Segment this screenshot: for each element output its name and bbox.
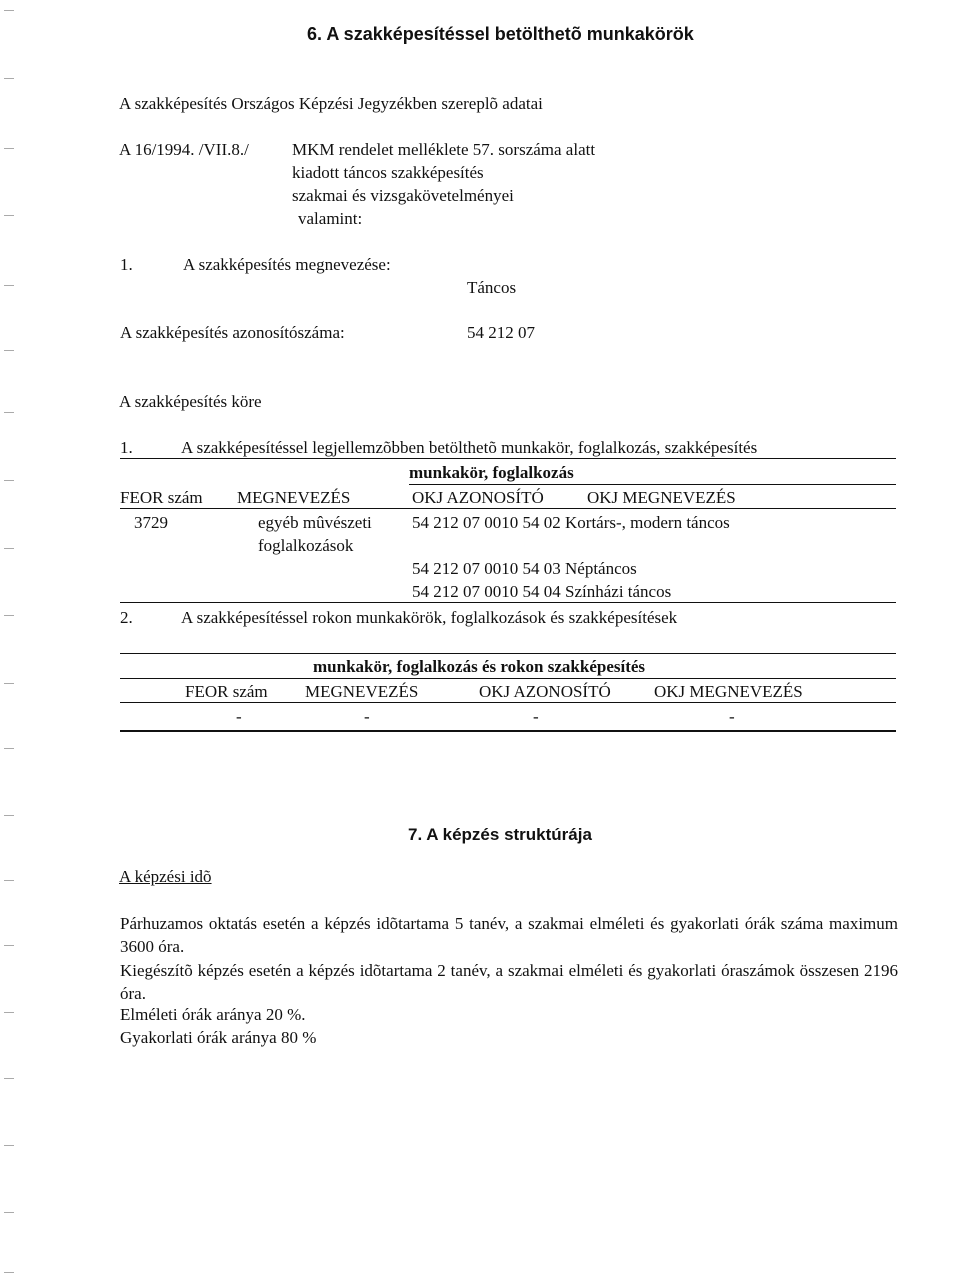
table-1-rule-bottom — [120, 602, 896, 603]
decree-line-4: valamint: — [298, 209, 363, 228]
scope-heading: A szakképesítés köre — [119, 392, 262, 411]
table-2-empty-cell: - — [236, 707, 242, 726]
section-7-heading: 7. A képzés struktúrája — [408, 825, 592, 844]
table-1-row: 54 212 07 0010 54 02 Kortárs-, modern táncos — [412, 513, 730, 532]
decree-line-3: szakmai és vizsgakövetelményei — [292, 186, 514, 205]
table-1-header-okj-name: OKJ MEGNEVEZÉS — [587, 488, 736, 507]
table-1-header-feor: FEOR szám — [120, 488, 203, 507]
decree-reference: A 16/1994. /VII.8./ — [119, 140, 249, 159]
qualification-name-value: Táncos — [467, 278, 517, 297]
section-6-heading: 6. A szakképesítéssel betölthetõ munkakörök — [307, 24, 694, 44]
training-time-paragraph-1: Párhuzamos oktatás esetén a képzés idõtartama 5 tanév, a szakmai elméleti és gyakorlati órák száma maximum 3600 óra. — [120, 914, 898, 956]
table-1-occupation-line-1: egyéb mûvészeti — [258, 513, 372, 532]
table-2-rule-top — [120, 653, 896, 654]
table-2-title: munkakör, foglalkozás és rokon szakképesítés — [313, 657, 646, 676]
table-2-rule-header — [120, 702, 896, 703]
intro-line: A szakképesítés Országos Képzési Jegyzékben szereplõ adatai — [119, 94, 543, 113]
table-1-title: munkakör, foglalkozás — [409, 463, 574, 482]
table-1-row: 54 212 07 0010 54 03 Néptáncos — [412, 559, 637, 578]
table-2-header-feor: FEOR szám — [185, 682, 268, 701]
table-1-rule-header — [120, 508, 896, 509]
table-1-occupation-line-2: foglalkozások — [258, 536, 354, 555]
table-2-empty-cell: - — [364, 707, 370, 726]
table-2-rule-title — [120, 678, 896, 679]
table-2-rule-bottom — [120, 730, 896, 732]
section-1-title: A szakképesítéssel legjellemzõbben betölthetõ munkakör, foglalkozás, szakképesítés — [181, 438, 758, 457]
decree-line-2: kiadott táncos szakképesítés — [292, 163, 484, 182]
table-1-header-okj-id: OKJ AZONOSÍTÓ — [412, 488, 544, 507]
table-1-rule-top — [120, 458, 896, 459]
table-1-feor-value: 3729 — [134, 513, 168, 532]
section-1-number: 1. — [120, 438, 133, 457]
table-2-header-megnevezes: MEGNEVEZÉS — [305, 682, 419, 701]
qualification-id-value: 54 212 07 — [467, 323, 535, 342]
table-2-empty-cell: - — [533, 707, 539, 726]
training-time-label: A képzési idõ — [119, 867, 212, 886]
section-2-number: 2. — [120, 608, 133, 627]
section-2-title: A szakképesítéssel rokon munkakörök, foglalkozások és szakképesítések — [181, 608, 678, 627]
table-1-rule-title — [409, 484, 896, 485]
qualification-id-label: A szakképesítés azonosítószáma: — [120, 323, 345, 342]
table-2-header-okj-name: OKJ MEGNEVEZÉS — [654, 682, 803, 701]
theory-ratio: Elméleti órák aránya 20 %. — [120, 1005, 306, 1024]
table-2-header-okj-id: OKJ AZONOSÍTÓ — [479, 682, 611, 701]
practice-ratio: Gyakorlati órák aránya 80 % — [120, 1028, 317, 1047]
decree-line-1: MKM rendelet melléklete 57. sorszáma alatt — [292, 140, 596, 159]
table-2-empty-cell: - — [729, 707, 735, 726]
table-1-header-megnevezes: MEGNEVEZÉS — [237, 488, 351, 507]
item-number: 1. — [120, 255, 133, 274]
training-time-paragraph-2: Kiegészítõ képzés esetén a képzés idõtartama 2 tanév, a szakmai elméleti és gyakorlati óraszámok összesen 2196 óra. — [120, 961, 898, 1003]
qualification-name-label: A szakképesítés megnevezése: — [183, 255, 391, 274]
table-1-row: 54 212 07 0010 54 04 Színházi táncos — [412, 582, 672, 601]
